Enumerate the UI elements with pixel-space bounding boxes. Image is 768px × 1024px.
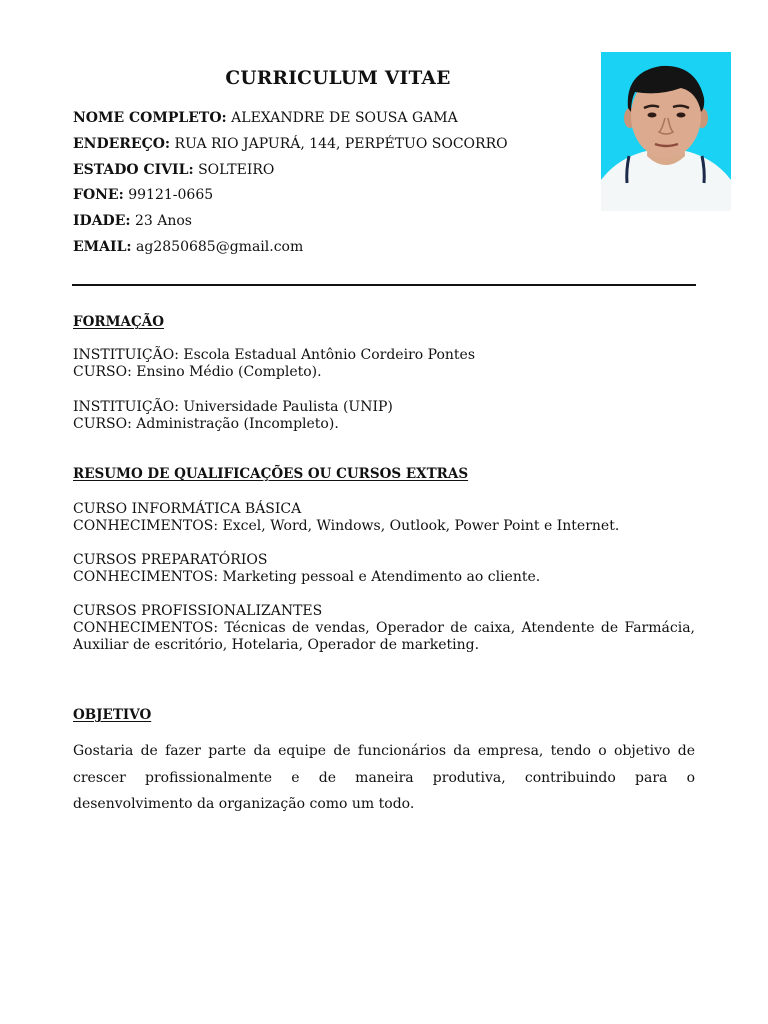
email-row	[73, 235, 508, 261]
personal-info	[73, 106, 508, 261]
qualification-detail: CONHECIMENTOS: Marketing pessoal e Atendimento ao cliente.	[73, 569, 541, 585]
objective-text: Gostaria de fazer parte da equipe de funcionários da empresa, tendo o objetivo de crescer profissionalmente e de maneira produtiva, contribuindo para o desenvolvimento da organização como um todo.	[73, 743, 695, 812]
qualificacoes-heading: RESUMO DE QUALIFICAÇÕES OU CURSOS EXTRAS	[73, 466, 469, 482]
civil-status-label: ESTADO CIVIL:	[73, 161, 194, 178]
address-row	[73, 132, 508, 158]
section-divider	[72, 284, 696, 286]
address-value: RUA RIO JAPURÁ, 144, PERPÉTUO SOCORRO	[174, 135, 508, 152]
profile-photo	[601, 52, 731, 211]
formacao-heading: FORMAÇÃO	[73, 314, 164, 330]
phone-value: 99121-0665	[128, 187, 214, 204]
qualificacao-item	[73, 552, 695, 586]
course-text: CURSO: Administração (Incompleto).	[73, 416, 339, 432]
civil-status-row	[73, 158, 508, 184]
email-label: EMAIL:	[73, 238, 132, 255]
qualification-title: CURSOS PREPARATÓRIOS	[73, 552, 268, 568]
formacao-item	[73, 399, 695, 433]
name-value: ALEXANDRE DE SOUSA GAMA	[231, 110, 458, 126]
qualificacao-item	[73, 603, 695, 654]
address-label: ENDEREÇO:	[73, 135, 171, 152]
qualification-title: CURSOS PROFISSIONALIZANTES	[73, 603, 323, 619]
qualification-detail: CONHECIMENTOS: Excel, Word, Windows, Outlook, Power Point e Internet.	[73, 518, 620, 534]
name-label: NOME COMPLETO:	[73, 110, 227, 126]
person-portrait-image	[601, 52, 731, 211]
document-title: CURRICULUM VITAE	[225, 68, 451, 89]
institution-text: INSTITUIÇÃO: Escola Estadual Antônio Cordeiro Pontes	[73, 347, 476, 363]
age-label: IDADE:	[73, 213, 131, 230]
qualification-title: CURSO INFORMÁTICA BÁSICA	[73, 501, 302, 517]
name-row	[73, 106, 508, 132]
age-row	[73, 209, 508, 235]
objetivo-heading: OBJETIVO	[73, 707, 152, 723]
age-value: 23 Anos	[134, 213, 192, 230]
course-text: CURSO: Ensino Médio (Completo).	[73, 364, 322, 380]
institution-text: INSTITUIÇÃO: Universidade Paulista (UNIP)	[73, 399, 393, 415]
qualificacao-item	[73, 501, 695, 535]
civil-status-value: SOLTEIRO	[198, 161, 275, 178]
phone-label: FONE:	[73, 187, 124, 204]
qualification-detail: CONHECIMENTOS: Técnicas de vendas, Operador de caixa, Atendente de Farmácia, Auxiliar de escritório, Hotelaria, Operador de marketing.	[73, 620, 695, 653]
formacao-item	[73, 347, 695, 381]
phone-row	[73, 183, 508, 209]
email-value: ag2850685@gmail.com	[136, 238, 304, 255]
